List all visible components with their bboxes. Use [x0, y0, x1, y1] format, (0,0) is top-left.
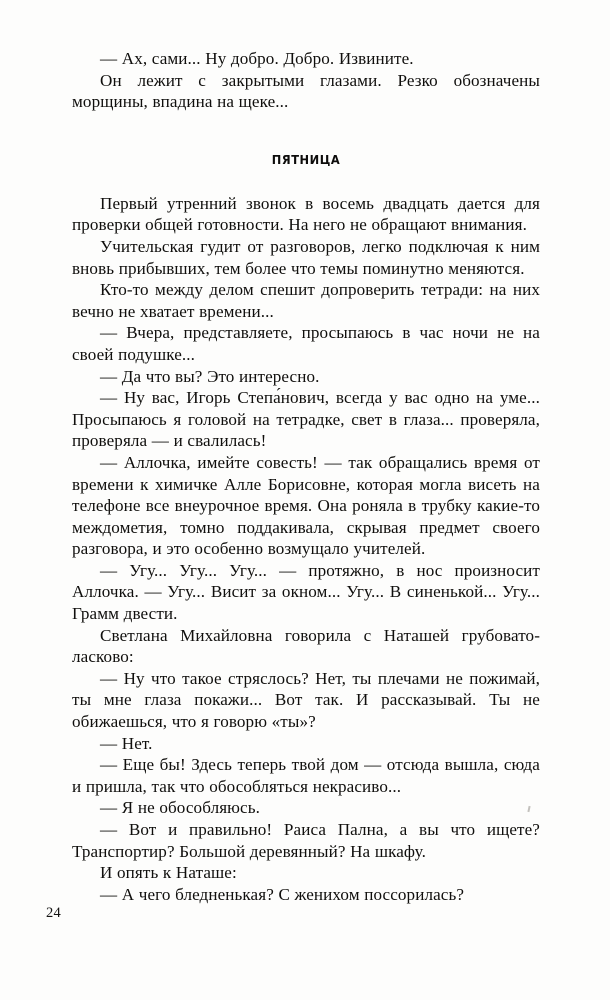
- paragraph-dialogue-esche-by: — Еще бы! Здесь теперь твой дом — отсюда вышла, сюда и пришла, так что обособляться некрасиво...: [72, 755, 540, 796]
- paragraph-dialogue-vchera: — Вчера, представляете, просыпаюсь в час ночи не на своей подушке...: [72, 323, 540, 364]
- chapter-heading-friday: ПЯТНИЦА: [271, 151, 341, 167]
- paragraph-dialogue-net: — Нет.: [100, 733, 153, 753]
- paragraph-dialogue-vot-i-pravilno: — Вот и правильно! Раиса Пална, а вы что ищете? Транспортир? Большой деревянный? На шкафу.: [72, 820, 540, 861]
- paragraph-dialogue-a-chego-blednenkaya: — А чего бледненькая? С женихом поссорилась?: [100, 884, 465, 904]
- paragraph-dialogue-allochka: — Аллочка, имейте совесть! — так обращались время от времени к химичке Алле Борисовне, которая могла висеть на телефоне все внеурочное время. Она роняла в трубку какие-то междометия, томно поддакивала, скрывая предмет своего разговора, и это особенно возмущало учителей.: [72, 452, 540, 559]
- paragraph-dialogue-ya-ne-obosoblyayus: — Я не обособляюсь.: [100, 798, 260, 818]
- heading-space-below: [72, 167, 540, 193]
- heading-space-above: [72, 113, 540, 152]
- paragraph-dialogue-ah-sami: — Ах, сами... Ну добро. Добро. Извините.: [100, 49, 414, 68]
- paragraph-kto-to: Кто-то между делом спешит допроверить тетради: на них вечно не хватает времени...: [72, 280, 540, 321]
- page-number: 24: [46, 905, 62, 921]
- paragraph-dialogue-nu-chto-stryaslos: — Ну что такое стряслось? Нет, ты плечами не пожимай, ты мне глаза покажи... Вот так. И рассказывай. Ты не обижаешься, что я говорю «ты»?: [72, 668, 540, 732]
- paragraph-dialogue-ugu: — Угу... Угу... Угу... — протяжно, в нос произносит Аллочка. — Угу... Висит за окном... Угу... В синенькой... Угу... Грамм двести.: [72, 560, 540, 624]
- paragraph-on-lezhit: Он лежит с закрытыми глазами. Резко обозначены морщины, впадина на щеке...: [72, 70, 540, 112]
- paragraph-uchitelskaya: Учительская гудит от разговоров, легко подключая к ним вновь прибывших, тем более что темы поминутно меняются.: [72, 236, 540, 278]
- paragraph-i-opyat-k-natashe: И опять к Наташе:: [100, 863, 237, 883]
- paragraph-pervyi-zvonok: Первый утренний звонок в восемь двадцать дается для проверки общей готовности. На него не обращают внимания.: [72, 193, 540, 235]
- page-text-block: [72, 48, 540, 905]
- paragraph-dialogue-nu-vas: — Ну вас, Игорь Степа́нович, всегда у вас одно на уме... Просыпаюсь я головой на тетрадке, свет в глаза... проверяла, проверяла — и свалилась!: [72, 388, 540, 451]
- paragraph-dialogue-da-chto-vy: — Да что вы? Это интересно.: [100, 366, 320, 386]
- paragraph-svetlana-mihailovna: Светлана Михайловна говорила с Наташей грубовато-ласково:: [72, 625, 540, 667]
